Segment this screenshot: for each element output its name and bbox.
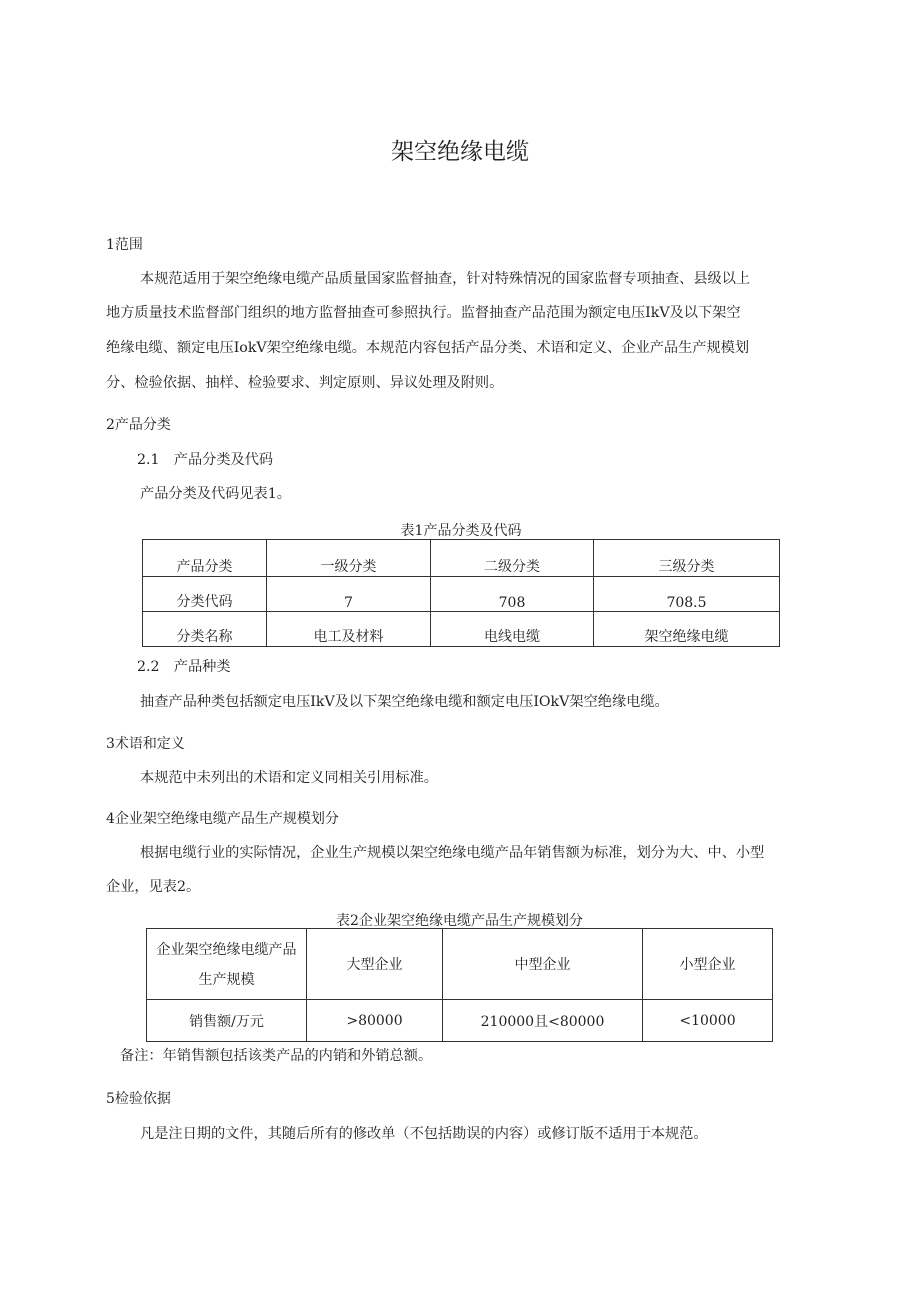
- product-classification-table: [142, 539, 780, 647]
- table-2-header-cell: 大型企业: [307, 929, 443, 1000]
- table-row: [143, 612, 780, 647]
- table-1-header-cell: 三级分类: [594, 540, 780, 577]
- table-1-cell: 电线电缆: [431, 612, 594, 647]
- section-1-line-3: 绝缘电缆、额定电压IokV架空绝缘电缆。本规范内容包括产品分类、术语和定义、企业产品生产规模划: [106, 340, 750, 356]
- table-1-cell: 708.5: [594, 577, 780, 612]
- table-1-cell: 电工及材料: [267, 612, 431, 647]
- table-1-caption: 表1产品分类及代码: [400, 523, 522, 539]
- subsection-2-1-text: 产品分类及代码见表1。: [140, 486, 291, 502]
- section-1-line-4: 分、检验依据、抽样、检验要求、判定原则、异议处理及附则。: [106, 375, 504, 391]
- table-1-cell: 分类代码: [143, 577, 267, 612]
- subsection-2-1-heading: 2.1 产品分类及代码: [137, 452, 274, 468]
- table-1-cell: 7: [267, 577, 431, 612]
- section-5-heading: 5检验依据: [106, 1091, 171, 1107]
- subsection-2-2-heading: 2.2 产品种类: [137, 659, 231, 675]
- table-2-caption: 表2企业架空绝缘电缆产品生产规模划分: [336, 913, 583, 929]
- table-2-cell: <10000: [643, 1000, 773, 1042]
- table-1-header-cell: 一级分类: [267, 540, 431, 577]
- section-4-line-1: 根据电缆行业的实际情况，企业生产规模以架空绝缘电缆产品年销售额为标准，划分为大、中、小型: [140, 845, 765, 861]
- section-1-heading: 1范围: [106, 237, 143, 253]
- table-1-cell: 分类名称: [143, 612, 267, 647]
- section-5-text: 凡是注日期的文件，其随后所有的修改单（不包括勘误的内容）或修订版不适用于本规范。: [140, 1126, 708, 1142]
- table-2-header-cell: [147, 929, 307, 1000]
- table-2-header-line-2: 生产规模: [198, 972, 255, 988]
- section-4-heading: 4企业架空绝缘电缆产品生产规模划分: [106, 811, 339, 827]
- table-row: [143, 540, 780, 577]
- table-row: [147, 929, 773, 1000]
- table-1-header-cell: 产品分类: [143, 540, 267, 577]
- table-2-cell: 销售额/万元: [147, 1000, 307, 1042]
- section-1-line-1: 本规范适用于架空绝缘电缆产品质量国家监督抽查，针对特殊情况的国家监督专项抽查、县级以上: [140, 271, 751, 287]
- table-2-header-cell: 中型企业: [443, 929, 643, 1000]
- document-title: 架空绝缘电缆: [391, 139, 529, 165]
- table-row: [143, 577, 780, 612]
- table-2-header-line-1: 企业架空绝缘电缆产品: [156, 942, 297, 958]
- table-2-note: 备注：年销售额包括该类产品的内销和外销总额。: [120, 1048, 433, 1064]
- table-1-cell: 708: [431, 577, 594, 612]
- table-1-cell: 架空绝缘电缆: [594, 612, 780, 647]
- table-2-cell: 210000且<80000: [443, 1000, 643, 1042]
- section-2-heading: 2产品分类: [106, 417, 171, 433]
- table-2-header-cell: 小型企业: [643, 929, 773, 1000]
- section-3-text: 本规范中未列出的术语和定义同相关引用标准。: [140, 770, 438, 786]
- production-scale-table: [146, 928, 773, 1042]
- section-3-heading: 3术语和定义: [106, 736, 185, 752]
- table-2-cell: >80000: [307, 1000, 443, 1042]
- subsection-2-2-text: 抽查产品种类包括额定电压IkV及以下架空绝缘电缆和额定电压IOkV架空绝缘电缆。: [140, 694, 669, 710]
- table-1-header-cell: 二级分类: [431, 540, 594, 577]
- section-4-line-2: 企业，见表2。: [106, 879, 201, 895]
- section-1-line-2: 地方质量技术监督部门组织的地方监督抽查可参照执行。监督抽查产品范围为额定电压IkV及以下架空: [106, 305, 741, 321]
- table-row: [147, 1000, 773, 1042]
